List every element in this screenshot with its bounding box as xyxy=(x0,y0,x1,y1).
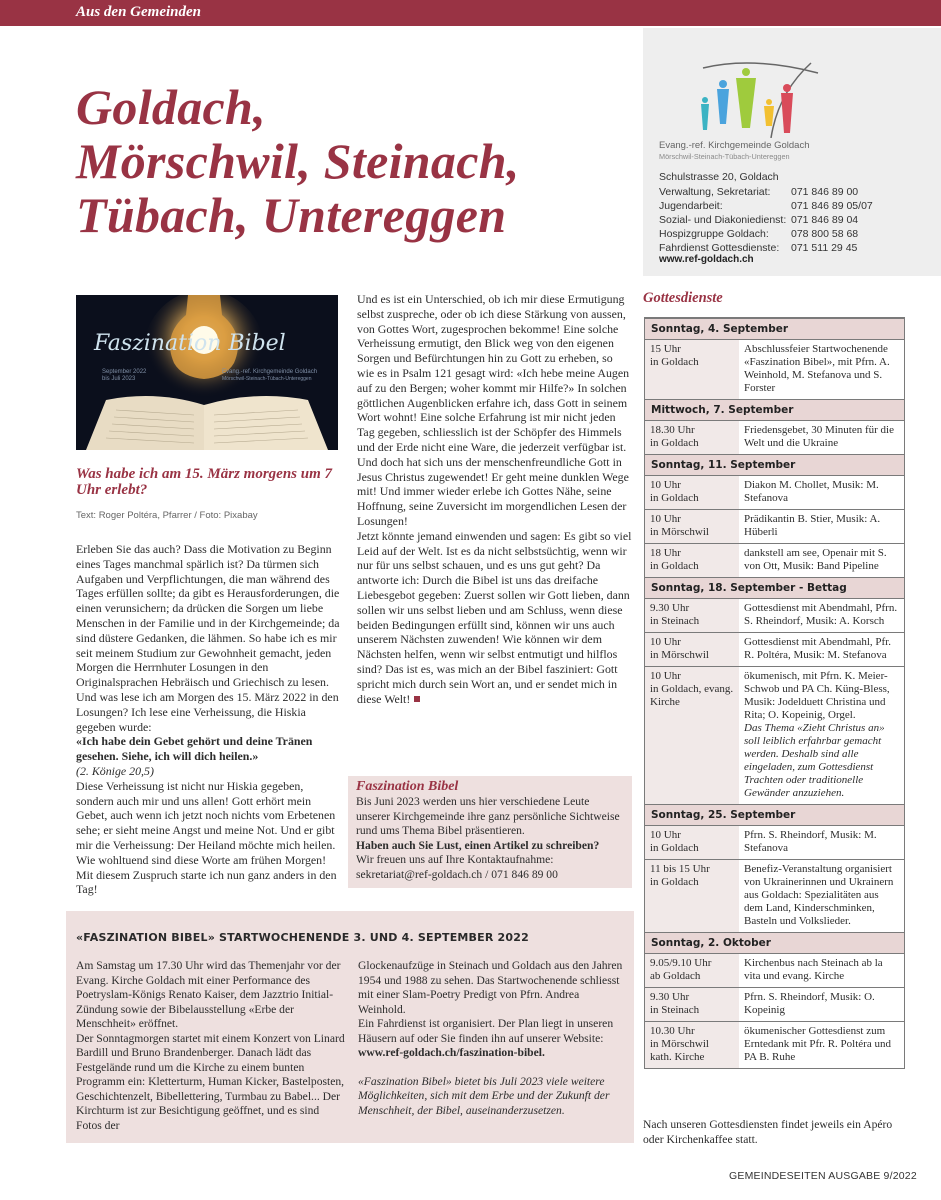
service-place: in Steinach xyxy=(650,615,700,627)
title-line: Mörschwil, Steinach, xyxy=(76,133,520,189)
church-logo-icon xyxy=(683,58,823,138)
contact-row xyxy=(659,199,873,213)
service-row xyxy=(645,510,904,544)
bible-reference: (2. Könige 20,5) xyxy=(76,763,154,778)
box-call-to-action: Haben auch Sie Lust, einen Artikel zu schreiben? xyxy=(356,838,600,852)
gottesdienste-note: Nach unseren Gottesdiensten findet jeweils ein Apéro oder Kirchenkaffee statt. xyxy=(643,1118,893,1146)
service-description xyxy=(739,544,904,577)
box-title: Faszination Bibel xyxy=(356,779,459,794)
section-header-bar xyxy=(0,0,941,26)
service-text: Kirchenbus nach Steinach ab la vita und evang. Kirche xyxy=(744,957,883,982)
day-header: Mittwoch, 7. September xyxy=(645,400,904,421)
article-paragraph: Erleben Sie das auch? Dass die Motivation zu Beginn eines Tages manchmal spärlich ist? Da türmen sich Aufgaben und Verpflichtungen, die man während des Tages erfüllen sollte; da gibt es Herausforderungen, die einen verunsichern; da drücken die Sorgen um liebe Menschen in der Familie und in der Kirchgemeinde; da sind düstere Gedanken, die lähmen. So habe ich es mir seit meinem Studium zur Gewohnheit gemacht, jeden Morgen die Herrnhuter Losungen in den Originalsprachen Hebräisch und Griechisch zu lesen. Und was lese ich am Morgen des 15. März 2022 in den Losungen? Ich lese eine Verheissung, die Hiskia gegeben wurde: xyxy=(76,542,340,734)
contact-row xyxy=(659,241,873,255)
contact-label: Hospizgruppe Goldach: xyxy=(659,228,769,240)
service-time: 9.30 Uhr xyxy=(650,602,690,614)
service-place: in Steinach xyxy=(650,1004,700,1016)
faszination-bibel-box xyxy=(348,776,632,888)
startwochenende-text: Ein Fahrdienst ist organisiert. Der Plan liegt in unseren Häusern auf oder Sie finden ihn auf unserer Website: xyxy=(358,1017,614,1045)
service-text: Gottesdienst mit Abendmahl, Pfrn. S. Rheindorf, Musik: A. Korsch xyxy=(744,602,898,627)
service-row xyxy=(645,633,904,667)
service-when xyxy=(645,510,739,543)
service-description xyxy=(739,633,904,666)
service-text: Prädikantin B. Stier, Musik: A. Hüberli xyxy=(744,513,881,538)
service-time: 10 Uhr xyxy=(650,829,681,841)
day-header: Sonntag, 11. September xyxy=(645,455,904,476)
service-place: in Goldach xyxy=(650,842,699,854)
service-row xyxy=(645,860,904,933)
service-text: Pfrn. S. Rheindorf, Musik: O. Kopeinig xyxy=(744,991,875,1016)
box-contact[interactable]: sekretariat@ref-goldach.ch / 071 846 89 00 xyxy=(356,867,558,881)
contact-row xyxy=(659,213,873,227)
service-text: Pfrn. S. Rheindorf, Musik: M. Stefanova xyxy=(744,829,877,854)
contact-phone: 071 846 89 04 xyxy=(791,214,859,226)
bible-quote: «Ich habe dein Gebet gehört und deine Tränen gesehen. Siehe, ich will dich heilen.» xyxy=(76,734,313,764)
contact-label: Sozial- und Diakoniedienst: xyxy=(659,214,787,226)
box-contact-line: Wir freuen uns auf Ihre Kontaktaufnahme: xyxy=(356,853,554,867)
photo-org-line: Mörschwil-Steinach-Tübach-Untereggen xyxy=(222,376,312,382)
service-time: 10.30 Uhr xyxy=(650,1025,695,1037)
service-when xyxy=(645,340,739,399)
article-photo xyxy=(76,295,338,450)
service-row xyxy=(645,599,904,633)
startwochenende-column-2 xyxy=(358,959,628,1118)
logo-name: Evang.-ref. Kirchgemeinde Goldach xyxy=(659,140,810,151)
contact-label: Fahrdienst Gottesdienste: xyxy=(659,242,780,254)
service-description xyxy=(739,860,904,932)
service-when xyxy=(645,1022,739,1068)
bible-lightbulb-image xyxy=(76,295,338,450)
service-place: in Goldach xyxy=(650,437,699,449)
service-when xyxy=(645,421,739,454)
service-description xyxy=(739,510,904,543)
contact-panel xyxy=(643,28,941,276)
service-description xyxy=(739,340,904,399)
service-row xyxy=(645,340,904,400)
service-row xyxy=(645,421,904,455)
startwochenende-box xyxy=(66,911,634,1143)
service-description xyxy=(739,599,904,632)
title-line: Goldach, xyxy=(76,79,266,135)
service-time: 10 Uhr xyxy=(650,479,681,491)
service-time: 10 Uhr xyxy=(650,670,681,682)
contact-phone: 071 846 89 05/07 xyxy=(791,200,873,212)
service-place: in Mörschwil kath. Kirche xyxy=(650,1038,709,1063)
service-when xyxy=(645,476,739,509)
contact-list xyxy=(659,185,873,255)
service-description xyxy=(739,1022,904,1068)
day-header: Sonntag, 4. September xyxy=(645,319,904,340)
gottesdienste-title: Gottesdienste xyxy=(643,290,723,306)
service-time: 9.30 Uhr xyxy=(650,991,690,1003)
service-time: 11 bis 15 Uhr xyxy=(650,863,710,875)
gottesdienste-table xyxy=(644,317,905,1069)
article-column-2 xyxy=(357,292,632,706)
service-text: Abschlussfeier Startwochenende «Faszination Bibel», mit Pfrn. A. Weinhold, M. Stefanova und S. Forster xyxy=(744,343,890,394)
service-when xyxy=(645,599,739,632)
contact-phone: 071 846 89 00 xyxy=(791,186,859,198)
service-row xyxy=(645,667,904,805)
service-text: dankstell am see, Openair mit S. von Ott, Musik: Band Pipeline xyxy=(744,547,887,572)
service-description xyxy=(739,476,904,509)
startwochenende-paragraph: Am Samstag um 17.30 Uhr wird das Themenjahr vor der Evang. Kirche Goldach mit einer Performance des Poetryslam-Königs Renato Kaiser, dem Jazztrio Initial-Zündung sowie der Bibelausstellung «Erbe der Menschheit» eröffnet. xyxy=(76,959,341,1030)
service-place: in Goldach xyxy=(650,876,699,888)
service-text: ökumenisch, mit Pfrn. K. Meier-Schwob und PA Ch. Küng-Bless, Musik: Jodelduett Christina und Rita; O. Kopeinig, Orgel. xyxy=(744,670,890,721)
article-column-1 xyxy=(76,542,341,897)
startwochenende-italic-note: «Faszination Bibel» bietet bis Juli 2023 viele weitere Möglichkeiten, sich mit dem Erbe und der Zukunft der Menschheit, der Bibel, auseinanderzusetzen. xyxy=(358,1074,610,1117)
service-description xyxy=(739,421,904,454)
contact-phone: 071 511 29 45 xyxy=(791,242,858,254)
end-mark-icon xyxy=(414,696,420,702)
page-footer: GEMEINDESEITEN AUSGABE 9/2022 xyxy=(729,1170,917,1182)
photo-org-line: Evang.-ref. Kirchgemeinde Goldach xyxy=(222,369,318,375)
address: Schulstrasse 20, Goldach xyxy=(659,171,779,183)
article-subhead: Was habe ich am 15. März morgens um 7 Uhr erlebt? xyxy=(76,466,333,498)
service-when xyxy=(645,544,739,577)
startwochenende-paragraph: Der Sonntagmorgen startet mit einem Konzert von Linard Bardill und Bruno Brandenberger. Danach lädt das Festgelände rund um die Kirche zu einem bunten Programm ein: Kletterturm, Human Kicker, Bastelposten, Geschichtenzelt, Bibellettering, Turmbau zu Babel... Der Kirchturm ist zur Besichtigung geöffnet, und es sind Fotos der xyxy=(76,1031,345,1132)
service-place: ab Goldach xyxy=(650,970,701,982)
service-when xyxy=(645,954,739,987)
service-description xyxy=(739,667,904,804)
service-time: 18.30 Uhr xyxy=(650,424,695,436)
service-when xyxy=(645,826,739,859)
service-time: 15 Uhr xyxy=(650,343,681,355)
service-when xyxy=(645,667,739,804)
service-place: in Goldach xyxy=(650,356,699,368)
service-row xyxy=(645,954,904,988)
photo-date-line: September 2022 xyxy=(102,369,147,375)
service-text: Friedensgebet, 30 Minuten für die Welt und die Ukraine xyxy=(744,424,894,449)
box-text: Bis Juni 2023 werden uns hier verschiedene Leute unserer Kirchgemeinde ihre ganz persönliche Sichtweise rund ums Thema Bibel präsentieren. xyxy=(356,795,620,838)
day-header: Sonntag, 18. September - Bettag xyxy=(645,578,904,599)
service-text: ökumenischer Gottesdienst zum Erntedank mit Pfr. R. Poltéra und PA B. Ruhe xyxy=(744,1025,891,1063)
contact-row xyxy=(659,185,873,199)
article-byline: Text: Roger Poltéra, Pfarrer / Foto: Pixabay xyxy=(76,510,258,521)
section-label: Aus den Gemeinden xyxy=(76,4,202,20)
contact-label: Jugendarbeit: xyxy=(659,200,723,212)
service-time: 18 Uhr xyxy=(650,547,681,559)
photo-date-line: bis Juli 2023 xyxy=(102,376,136,382)
contact-label: Verwaltung, Sekretariat: xyxy=(659,186,771,198)
website-link[interactable]: www.ref-goldach.ch xyxy=(659,254,754,265)
page-title xyxy=(76,80,636,242)
service-note: Das Thema «Zieht Christus an» soll leiblich erfahrbar gemacht werden. Deshalb sind alle eingeladen, zum Gottesdienst Trachten oder traditionelle Gewänder anzuziehen. xyxy=(744,722,885,799)
title-line: Tübach, Untereggen xyxy=(76,187,507,243)
service-time: 9.05/9.10 Uhr xyxy=(650,957,712,969)
startwochenende-title: «FASZINATION BIBEL» STARTWOCHENENDE 3. UND 4. SEPTEMBER 2022 xyxy=(76,931,529,944)
startwochenende-column-1 xyxy=(76,959,346,1133)
service-place: in Goldach, evang. Kirche xyxy=(650,683,734,708)
service-time: 10 Uhr xyxy=(650,636,681,648)
faszination-bibel-link[interactable]: www.ref-goldach.ch/faszination-bibel. xyxy=(358,1046,545,1059)
service-description xyxy=(739,988,904,1021)
service-row xyxy=(645,826,904,860)
service-description xyxy=(739,954,904,987)
service-when xyxy=(645,860,739,932)
article-paragraph xyxy=(357,529,632,707)
service-time: 10 Uhr xyxy=(650,513,681,525)
service-text: Gottesdienst mit Abendmahl, Pfr. R. Poltéra, Musik: M. Stefanova xyxy=(744,636,891,661)
day-header: Sonntag, 2. Oktober xyxy=(645,933,904,954)
service-text: Benefiz-Veranstaltung organisiert von Ukrainerinnen und Ukrainern aus Goldach: Spezialitäten aus dem Land, Kinderschminken, Basteln und Volkslieder. xyxy=(744,863,894,927)
logo-subtitle: Mörschwil-Steinach-Tübach-Untereggen xyxy=(659,152,790,161)
contact-row xyxy=(659,227,873,241)
article-paragraph: Diese Verheissung ist nicht nur Hiskia gegeben, sondern auch mir und uns allen! Gott erhört mein Gebet, auch wenn ich jetzt noch nichts vom Erbetenen sehe; er sieht meine Angst und meine Not. Und er gibt mir die Verheissung: Der Heiland möchte mich heilen. Wie wohltuend sind diese Worte am frühen Morgen! Mit diesem Zuspruch starte ich nun ganz anders in den Tag! xyxy=(76,778,337,897)
article-text: Jetzt könnte jemand einwenden und sagen: Es gibt so viel Leid auf der Welt. Ist es da nicht selbstsüchtig, wenn wir nur für uns selbst schauen, und es uns gut geht? Da antworte ich: Durch die Bibel ist uns das dreifache Liebesgebot gegeben: Zuerst sollen wir Gott lieben, dann sollen wir uns selbst lieben und am Schluss, wenn diese beiden Bedingungen erfüllt sind, können wir uns auch unserem Nächsten zuwenden! Wie können wir dem Nächsten helfen, wenn wir selbst entmutigt und hilflos sind? Das ist es, was mich an der Bibel fasziniert: Gott spricht mich durch sein Wort an, und er sendet mich in diese Welt! xyxy=(357,528,632,706)
contact-phone: 078 800 58 68 xyxy=(791,228,859,240)
service-row xyxy=(645,544,904,578)
service-when xyxy=(645,633,739,666)
service-place: in Mörschwil xyxy=(650,649,709,661)
service-description xyxy=(739,826,904,859)
service-row xyxy=(645,988,904,1022)
service-place: in Mörschwil xyxy=(650,526,709,538)
service-place: in Goldach xyxy=(650,492,699,504)
service-row xyxy=(645,1022,904,1068)
service-place: in Goldach xyxy=(650,560,699,572)
service-text: Diakon M. Chollet, Musik: M. Stefanova xyxy=(744,479,879,504)
startwochenende-paragraph xyxy=(358,1017,628,1061)
photo-script-title: Faszination Bibel xyxy=(94,331,286,356)
startwochenende-paragraph-continued: Glockenaufzüge in Steinach und Goldach aus den Jahren 1954 und 1988 zu sehen. Das Startwochenende schliesst mit einer Slam-Poetry Predigt von Pfrn. Andrea Weinhold. xyxy=(358,959,623,1016)
article-paragraph: Und es ist ein Unterschied, ob ich mir diese Ermutigung selbst zuspreche, oder ob ich diese Stärkung von aussen, von Gottes Wort, zugesprochen bekomme! Eine solche Verheissung ermutigt, den Blick weg von den eigenen Sorgen und Befürchtungen hin zu Gott zu erheben, so wie es in Psalm 121 gesagt wird: «Ich hebe meine Augen auf zu den Bergen; woher kommt mir Hilfe?» In solchen göttlichen Augenblicken erfahre ich, dass Gott in seinem Wort wohnt! Eine solche Erfahrung ist mir nicht jeden Tag gegeben, schliesslich ist der Schöpfer des Himmels und der Erde nicht eine Ware, die jederzeit verfügbar ist. Und doch hat sich uns der menschenfreundliche Gott in Jesus Christus zugewendet! Er geht meine dunklen Wege mit! Und immer wieder erlebe ich Gottes Nähe, seine Hoffnung, seine Zuversicht im morgendlichen Lesen der Losungen! xyxy=(357,292,630,528)
day-header: Sonntag, 25. September xyxy=(645,805,904,826)
service-row xyxy=(645,476,904,510)
service-when xyxy=(645,988,739,1021)
